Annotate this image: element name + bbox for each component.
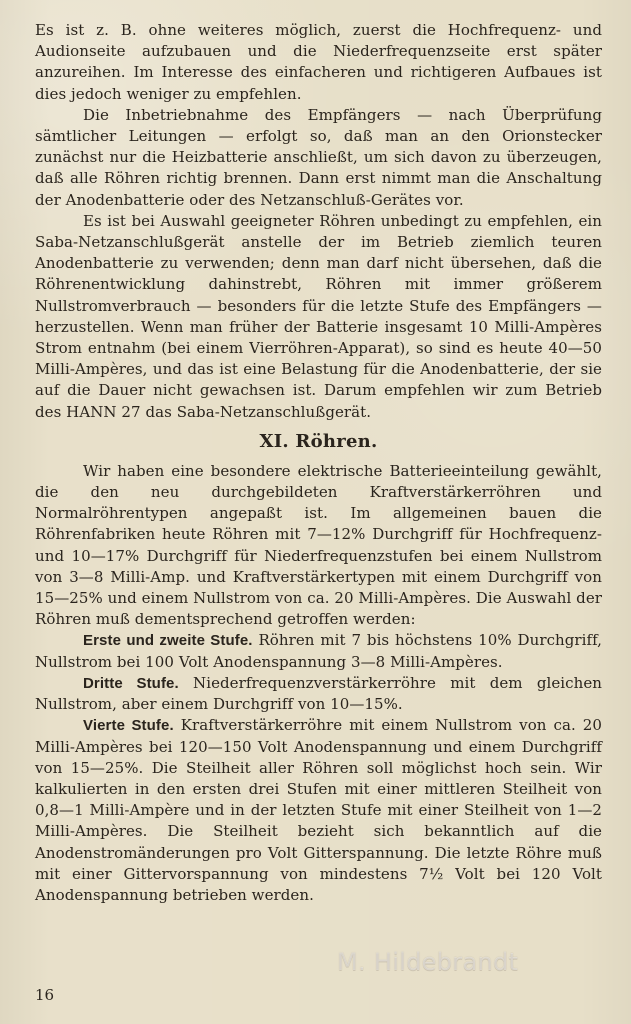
paragraph-tubes-overview: Wir haben eine besondere elektrische Batterieeinteilung gewählt, die den neu durchgebildeten Kraftverstärkerröhren und Normalröhrentypen angepaßt ist. Im allgemeinen bauen die Röhrenfabriken heute Röhren mit 7—12% Durchgriff für Hochfrequenz- und 10—17% Durchgriff für Niederfrequenzstufen bei einem Nullstrom von 3—8 Milli-Amp. und Kraftverstärkertypen mit einem Durchgriff von 15—25% und einem Nullstrom von ca. 20 Milli-Ampères. Die Auswahl der Röhren muß dementsprechend getroffen werden: [35, 461, 602, 629]
stage-label-fourth: Vierte Stufe. [83, 717, 174, 735]
paragraph-power-supply: Es ist bei Auswahl geeigneter Röhren unbedingt zu empfehlen, ein Saba-Netzanschlußgerät anstelle der im Betrieb ziemlich teuren Anodenbatterie zu verwenden; denn man darf nicht übersehen, daß die Röhrenentwicklung dahinstrebt, Röhren mit immer größerem Nullstromverbrauch — besonders für die letzte Stufe des Empfängers — herzustellen. Wenn man früher der Batterie insgesamt 10 Milli-Ampères Strom entnahm (bei einem Vierröhren-Apparat), so sind es heute 40—50 Milli-Ampères, und das ist eine Belastung für die Anodenbatterie, der sie auf die Dauer nicht gewachsen ist. Darum empfehlen wir zum Betrieb des HANN 27 das Saba-Netzanschlußgerät. [35, 211, 602, 421]
section-heading: XI. Röhren. [259, 430, 378, 452]
stage-text-first-second: Röhren mit 7 bis höchstens 10% Durchgriff, Nullstrom bei 100 Volt Anodenspannung 3—8 Milli-Ampères. [35, 631, 603, 671]
stage-third [35, 673, 602, 715]
document-body [35, 20, 602, 906]
page-number: 16 [35, 986, 55, 1004]
stage-label-first-second: Erste und zweite Stufe. [83, 632, 253, 650]
paragraph-assembly-order: Es ist z. B. ohne weiteres möglich, zuerst die Hochfrequenz- und Audionseite aufzubauen und die Niederfrequenzseite erst später anzureihen. Im Interesse des einfacheren und richtigeren Aufbaues ist dies jedoch weniger zu empfehlen. [35, 21, 602, 103]
stage-text-fourth: Kraftverstärkerröhre mit einem Nullstrom von ca. 20 Milli-Ampères bei 120—150 Volt Anodenspannung und einem Durchgriff von 15—25%. Die Steilheit aller Röhren soll möglichst hoch sein. Wir kalkulierten in den ersten drei Stufen mit einer mittleren Steilheit von 0,8—1 Milli-Ampère und in der letzten Stufe mit einer Steilheit von 1—2 Milli-Ampères. Die Steilheit bezieht sich bekanntlich auf die Anodenstromänderungen pro Volt Gitterspannung. Die letzte Röhre muß mit einer Gittervorspannung von mindestens 7½ Volt bei 120 Volt Anodenspannung betrieben werden. [35, 716, 602, 904]
stage-fourth [35, 715, 602, 906]
stage-text-third: Niederfrequenzverstärkerröhre mit dem gleichen Nullstrom, aber einem Durchgriff von 10—15%. [35, 673, 602, 714]
stage-first-second [35, 630, 602, 672]
watermark: M. Hildebrandt [337, 948, 519, 976]
stage-label-third: Dritte Stufe. [83, 674, 179, 692]
paragraph-commissioning: Die Inbetriebnahme des Empfängers — nach Überprüfung sämtlicher Leitungen — erfolgt so, daß man an den Orionstecker zunächst nur die Heizbatterie anschließt, um sich davon zu überzeugen, daß alle Röhren richtig brennen. Dann erst nimmt man die Anschaltung der Anodenbatterie oder des Netzanschluß-Gerätes vor. [35, 105, 602, 209]
